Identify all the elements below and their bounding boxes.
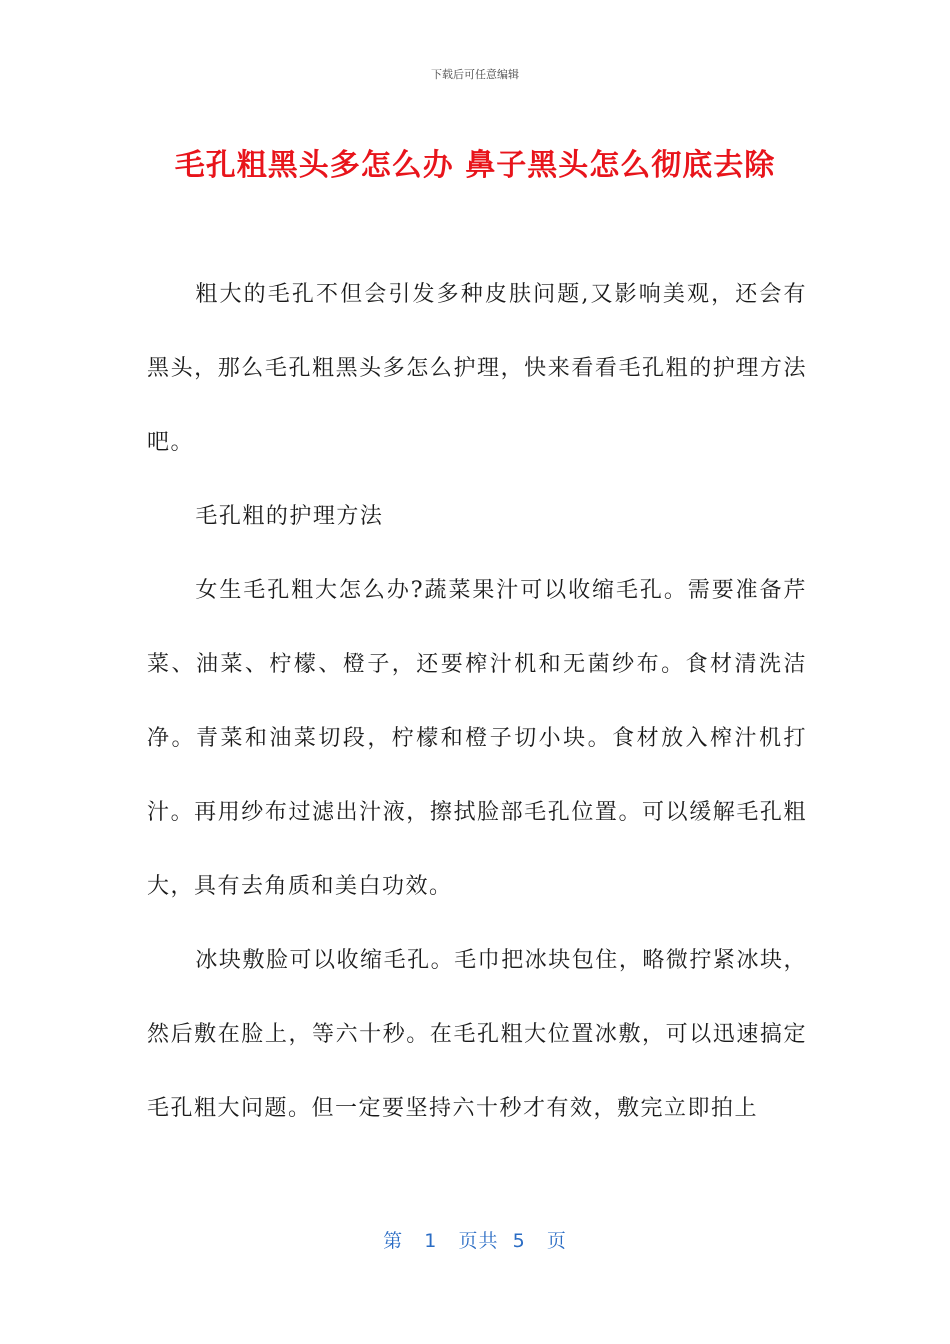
- page-label-prefix: 第: [383, 1230, 404, 1252]
- document-title: 毛孔粗黑头多怎么办 鼻子黑头怎么彻底去除: [174, 148, 776, 183]
- document-body: [147, 258, 807, 1146]
- page-label-middle: 页共: [458, 1230, 499, 1252]
- current-page-number: 1: [424, 1230, 438, 1252]
- page-label-suffix: 页: [546, 1230, 567, 1252]
- total-pages-number: 5: [512, 1230, 526, 1252]
- paragraph-vegetable-juice: 女生毛孔粗大怎么办?蔬菜果汁可以收缩毛孔。需要准备芹菜、油菜、柠檬、橙子，还要榨汁机和无菌纱布。食材清洗洁净。青菜和油菜切段，柠檬和橙子切小块。食材放入榨汁机打汁。再用纱布过滤出汁液，擦拭脸部毛孔位置。可以缓解毛孔粗大，具有去角质和美白功效。: [147, 578, 807, 899]
- page-footer: [0, 1226, 950, 1253]
- paragraph-intro: 粗大的毛孔不但会引发多种皮肤问题,又影响美观，还会有黑头，那么毛孔粗黑头多怎么护理，快来看看毛孔粗的护理方法吧。: [147, 282, 807, 455]
- header-note: 下载后可任意编辑: [431, 68, 519, 81]
- paragraph-ice-compress: 冰块敷脸可以收缩毛孔。毛巾把冰块包住，略微拧紧冰块，然后敷在脸上，等六十秒。在毛孔粗大位置冰敷，可以迅速搞定毛孔粗大问题。但一定要坚持六十秒才有效，敷完立即拍上: [147, 948, 807, 1121]
- section-heading: 毛孔粗的护理方法: [195, 504, 384, 529]
